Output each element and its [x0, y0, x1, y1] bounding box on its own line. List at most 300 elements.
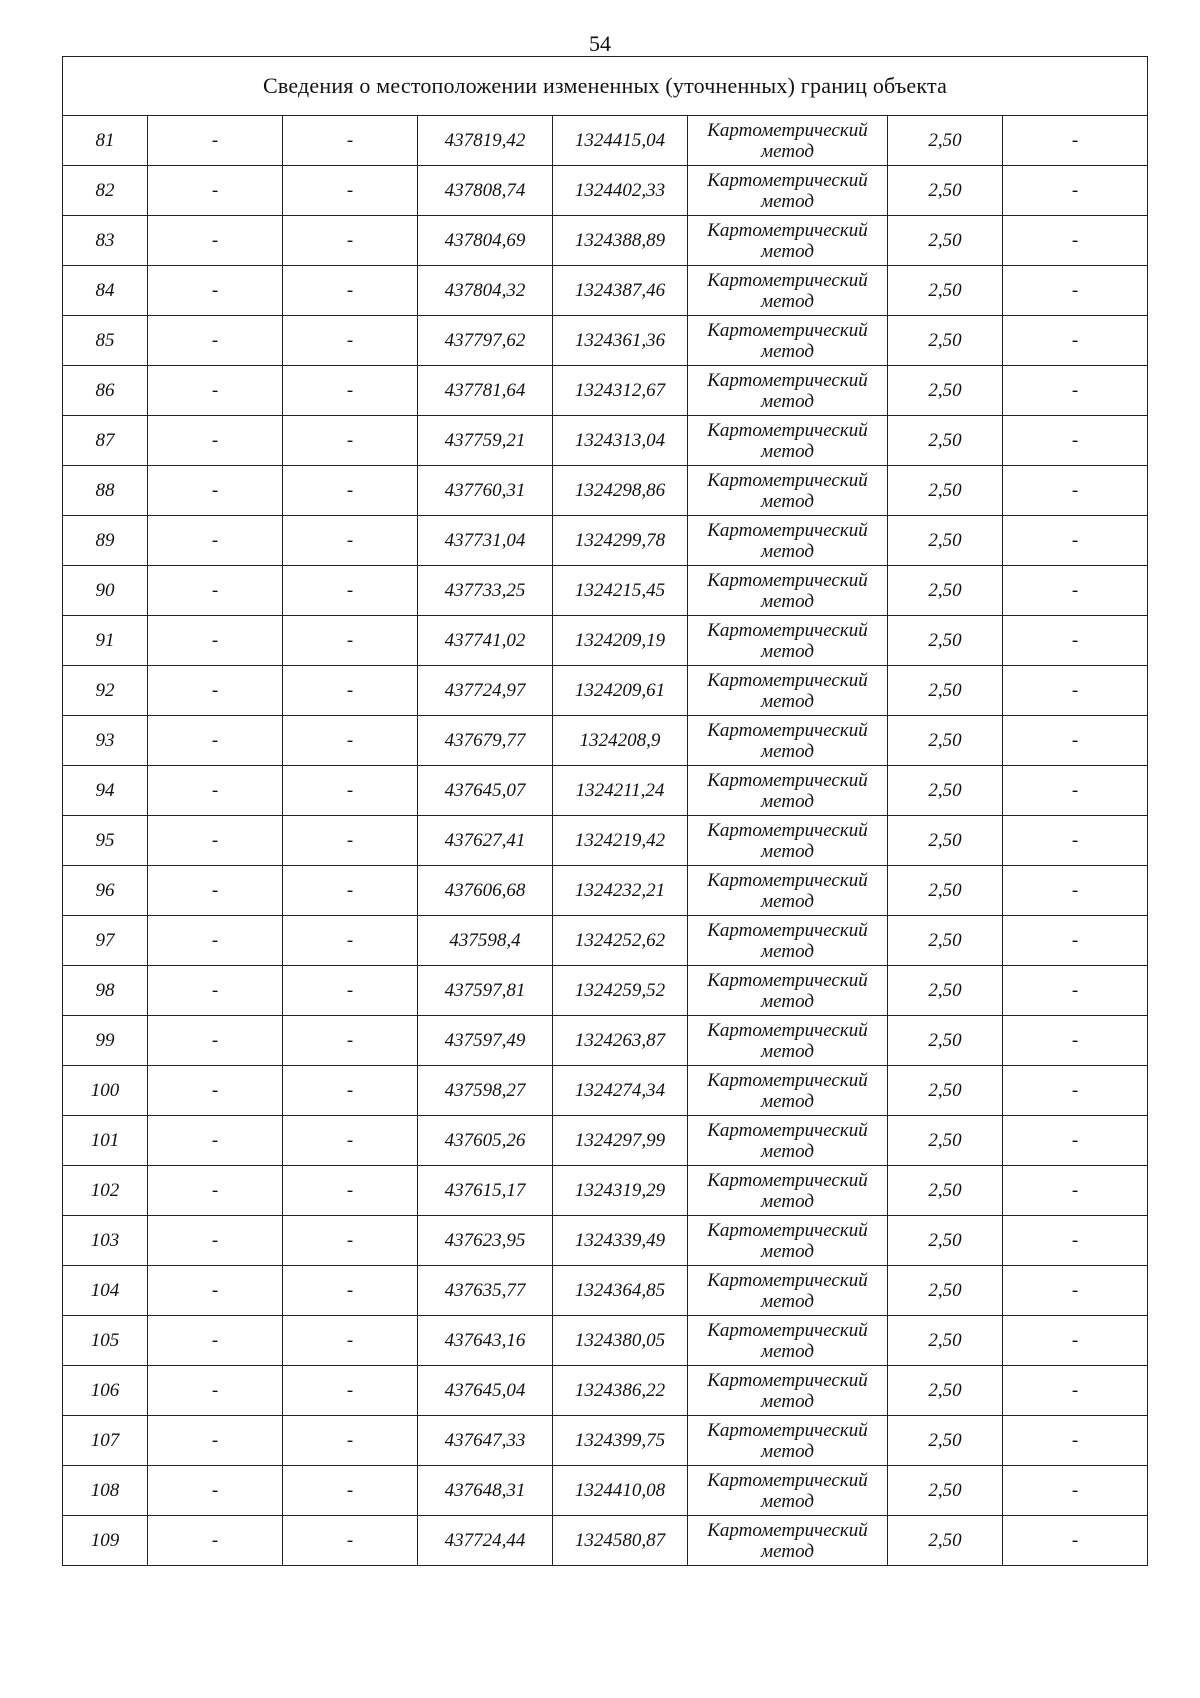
- method-cell: [688, 966, 888, 1016]
- old-x-cell: -: [148, 866, 283, 916]
- new-y-cell: 1324410,08: [553, 1466, 688, 1516]
- point-number-cell: 100: [63, 1066, 148, 1116]
- old-y-cell: -: [283, 666, 418, 716]
- method-cell: [688, 866, 888, 916]
- method-line-2: метод: [761, 240, 814, 262]
- method-line-1: Картометрический: [707, 1119, 868, 1141]
- method-line-1: Картометрический: [707, 669, 868, 691]
- method-line-1: Картометрический: [707, 769, 868, 791]
- method-line-1: Картометрический: [707, 469, 868, 491]
- description-cell: -: [1003, 1316, 1148, 1366]
- description-cell: -: [1003, 116, 1148, 166]
- table-row: [63, 616, 1148, 666]
- new-x-cell: 437724,97: [418, 666, 553, 716]
- old-x-cell: -: [148, 766, 283, 816]
- description-cell: -: [1003, 916, 1148, 966]
- method-cell: [688, 766, 888, 816]
- method-cell: [688, 1166, 888, 1216]
- method-cell: [688, 416, 888, 466]
- method-line-2: метод: [761, 1090, 814, 1112]
- old-y-cell: -: [283, 1216, 418, 1266]
- table-row: [63, 316, 1148, 366]
- accuracy-cell: 2,50: [888, 766, 1003, 816]
- method-cell: [688, 1016, 888, 1066]
- method-line-2: метод: [761, 1440, 814, 1462]
- old-x-cell: -: [148, 1366, 283, 1416]
- new-x-cell: 437627,41: [418, 816, 553, 866]
- point-number-cell: 89: [63, 516, 148, 566]
- old-x-cell: -: [148, 916, 283, 966]
- description-cell: -: [1003, 1216, 1148, 1266]
- table-row: [63, 716, 1148, 766]
- method-line-1: Картометрический: [707, 219, 868, 241]
- method-cell: [688, 116, 888, 166]
- new-y-cell: 1324208,9: [553, 716, 688, 766]
- method-cell: [688, 1116, 888, 1166]
- old-y-cell: -: [283, 716, 418, 766]
- description-cell: -: [1003, 666, 1148, 716]
- point-number-cell: 102: [63, 1166, 148, 1216]
- method-cell: [688, 916, 888, 966]
- new-y-cell: 1324215,45: [553, 566, 688, 616]
- new-y-cell: 1324263,87: [553, 1016, 688, 1066]
- old-y-cell: -: [283, 1066, 418, 1116]
- description-cell: -: [1003, 966, 1148, 1016]
- method-line-2: метод: [761, 1040, 814, 1062]
- old-x-cell: -: [148, 1116, 283, 1166]
- method-line-1: Картометрический: [707, 319, 868, 341]
- method-line-1: Картометрический: [707, 969, 868, 991]
- method-line-2: метод: [761, 440, 814, 462]
- new-y-cell: 1324402,33: [553, 166, 688, 216]
- old-y-cell: -: [283, 566, 418, 616]
- table-row: [63, 566, 1148, 616]
- old-y-cell: -: [283, 1416, 418, 1466]
- new-x-cell: 437759,21: [418, 416, 553, 466]
- old-y-cell: -: [283, 1116, 418, 1166]
- point-number-cell: 86: [63, 366, 148, 416]
- old-y-cell: -: [283, 1516, 418, 1566]
- table-title-row: [63, 57, 1148, 116]
- old-y-cell: -: [283, 1466, 418, 1516]
- point-number-cell: 93: [63, 716, 148, 766]
- accuracy-cell: 2,50: [888, 316, 1003, 366]
- method-line-1: Картометрический: [707, 1419, 868, 1441]
- old-x-cell: -: [148, 366, 283, 416]
- method-line-2: метод: [761, 390, 814, 412]
- method-cell: [688, 216, 888, 266]
- description-cell: -: [1003, 216, 1148, 266]
- new-x-cell: 437597,49: [418, 1016, 553, 1066]
- table-title: Сведения о местоположении измененных (уточненных) границ объекта: [63, 57, 1148, 116]
- method-line-2: метод: [761, 640, 814, 662]
- accuracy-cell: 2,50: [888, 1516, 1003, 1566]
- table-row: [63, 266, 1148, 316]
- point-number-cell: 99: [63, 1016, 148, 1066]
- new-y-cell: 1324252,62: [553, 916, 688, 966]
- new-x-cell: 437623,95: [418, 1216, 553, 1266]
- method-line-1: Картометрический: [707, 569, 868, 591]
- table-row: [63, 1216, 1148, 1266]
- table-row: [63, 116, 1148, 166]
- point-number-cell: 105: [63, 1316, 148, 1366]
- point-number-cell: 81: [63, 116, 148, 166]
- method-line-1: Картометрический: [707, 169, 868, 191]
- point-number-cell: 88: [63, 466, 148, 516]
- old-y-cell: -: [283, 616, 418, 666]
- method-line-2: метод: [761, 540, 814, 562]
- table-row: [63, 216, 1148, 266]
- description-cell: -: [1003, 1016, 1148, 1066]
- new-x-cell: 437781,64: [418, 366, 553, 416]
- method-line-1: Картометрический: [707, 1169, 868, 1191]
- old-y-cell: -: [283, 266, 418, 316]
- description-cell: -: [1003, 1266, 1148, 1316]
- old-x-cell: -: [148, 1166, 283, 1216]
- accuracy-cell: 2,50: [888, 716, 1003, 766]
- old-x-cell: -: [148, 616, 283, 666]
- description-cell: -: [1003, 266, 1148, 316]
- method-cell: [688, 1466, 888, 1516]
- old-y-cell: -: [283, 166, 418, 216]
- table-row: [63, 466, 1148, 516]
- method-line-1: Картометрический: [707, 1319, 868, 1341]
- method-line-1: Картометрический: [707, 919, 868, 941]
- old-x-cell: -: [148, 1516, 283, 1566]
- method-line-1: Картометрический: [707, 419, 868, 441]
- point-number-cell: 96: [63, 866, 148, 916]
- method-cell: [688, 266, 888, 316]
- new-x-cell: 437597,81: [418, 966, 553, 1016]
- table-row: [63, 366, 1148, 416]
- method-line-1: Картометрический: [707, 1369, 868, 1391]
- old-y-cell: -: [283, 116, 418, 166]
- point-number-cell: 107: [63, 1416, 148, 1466]
- new-x-cell: 437808,74: [418, 166, 553, 216]
- method-line-2: метод: [761, 1490, 814, 1512]
- method-line-2: метод: [761, 1140, 814, 1162]
- new-x-cell: 437724,44: [418, 1516, 553, 1566]
- old-y-cell: -: [283, 1016, 418, 1066]
- new-x-cell: 437731,04: [418, 516, 553, 566]
- method-cell: [688, 516, 888, 566]
- method-line-1: Картометрический: [707, 619, 868, 641]
- method-line-2: метод: [761, 1390, 814, 1412]
- method-cell: [688, 1066, 888, 1116]
- method-cell: [688, 616, 888, 666]
- new-x-cell: 437615,17: [418, 1166, 553, 1216]
- table-row: [63, 1316, 1148, 1366]
- old-x-cell: -: [148, 116, 283, 166]
- new-x-cell: 437598,27: [418, 1066, 553, 1116]
- point-number-cell: 85: [63, 316, 148, 366]
- new-y-cell: 1324319,29: [553, 1166, 688, 1216]
- old-x-cell: -: [148, 666, 283, 716]
- method-line-1: Картометрический: [707, 369, 868, 391]
- method-line-1: Картометрический: [707, 119, 868, 141]
- accuracy-cell: 2,50: [888, 366, 1003, 416]
- description-cell: -: [1003, 1516, 1148, 1566]
- new-y-cell: 1324259,52: [553, 966, 688, 1016]
- table-row: [63, 1166, 1148, 1216]
- old-y-cell: -: [283, 416, 418, 466]
- old-x-cell: -: [148, 966, 283, 1016]
- accuracy-cell: 2,50: [888, 1416, 1003, 1466]
- accuracy-cell: 2,50: [888, 1166, 1003, 1216]
- table-row: [63, 166, 1148, 216]
- method-line-1: Картометрический: [707, 269, 868, 291]
- new-x-cell: 437647,33: [418, 1416, 553, 1466]
- method-line-1: Картометрический: [707, 1019, 868, 1041]
- accuracy-cell: 2,50: [888, 616, 1003, 666]
- new-y-cell: 1324209,19: [553, 616, 688, 666]
- description-cell: -: [1003, 1416, 1148, 1466]
- method-line-2: метод: [761, 840, 814, 862]
- old-y-cell: -: [283, 366, 418, 416]
- method-cell: [688, 716, 888, 766]
- method-cell: [688, 1216, 888, 1266]
- new-y-cell: 1324211,24: [553, 766, 688, 816]
- method-line-2: метод: [761, 740, 814, 762]
- table-row: [63, 1416, 1148, 1466]
- method-cell: [688, 1516, 888, 1566]
- old-x-cell: -: [148, 1066, 283, 1116]
- new-y-cell: 1324386,22: [553, 1366, 688, 1416]
- old-x-cell: -: [148, 1216, 283, 1266]
- new-y-cell: 1324297,99: [553, 1116, 688, 1166]
- method-cell: [688, 1266, 888, 1316]
- accuracy-cell: 2,50: [888, 416, 1003, 466]
- method-cell: [688, 366, 888, 416]
- old-y-cell: -: [283, 466, 418, 516]
- method-cell: [688, 566, 888, 616]
- old-x-cell: -: [148, 1416, 283, 1466]
- old-x-cell: -: [148, 1266, 283, 1316]
- description-cell: -: [1003, 566, 1148, 616]
- method-line-2: метод: [761, 1190, 814, 1212]
- new-y-cell: 1324339,49: [553, 1216, 688, 1266]
- old-x-cell: -: [148, 816, 283, 866]
- method-line-2: метод: [761, 790, 814, 812]
- method-cell: [688, 666, 888, 716]
- method-line-1: Картометрический: [707, 1519, 868, 1541]
- method-cell: [688, 816, 888, 866]
- new-x-cell: 437760,31: [418, 466, 553, 516]
- point-number-cell: 94: [63, 766, 148, 816]
- description-cell: -: [1003, 1066, 1148, 1116]
- method-line-2: метод: [761, 340, 814, 362]
- table-row: [63, 866, 1148, 916]
- new-y-cell: 1324364,85: [553, 1266, 688, 1316]
- accuracy-cell: 2,50: [888, 816, 1003, 866]
- method-cell: [688, 1316, 888, 1366]
- accuracy-cell: 2,50: [888, 566, 1003, 616]
- method-line-2: метод: [761, 1290, 814, 1312]
- new-x-cell: 437804,32: [418, 266, 553, 316]
- table-row: [63, 916, 1148, 966]
- method-line-1: Картометрический: [707, 1219, 868, 1241]
- old-y-cell: -: [283, 216, 418, 266]
- point-number-cell: 95: [63, 816, 148, 866]
- old-y-cell: -: [283, 816, 418, 866]
- old-x-cell: -: [148, 416, 283, 466]
- accuracy-cell: 2,50: [888, 216, 1003, 266]
- new-x-cell: 437605,26: [418, 1116, 553, 1166]
- method-line-2: метод: [761, 990, 814, 1012]
- method-line-2: метод: [761, 1240, 814, 1262]
- new-x-cell: 437635,77: [418, 1266, 553, 1316]
- method-line-2: метод: [761, 1540, 814, 1562]
- table-row: [63, 1516, 1148, 1566]
- description-cell: -: [1003, 816, 1148, 866]
- new-y-cell: 1324209,61: [553, 666, 688, 716]
- table-row: [63, 1016, 1148, 1066]
- accuracy-cell: 2,50: [888, 1266, 1003, 1316]
- new-x-cell: 437643,16: [418, 1316, 553, 1366]
- accuracy-cell: 2,50: [888, 466, 1003, 516]
- description-cell: -: [1003, 616, 1148, 666]
- point-number-cell: 109: [63, 1516, 148, 1566]
- old-y-cell: -: [283, 1166, 418, 1216]
- table-row: [63, 1116, 1148, 1166]
- accuracy-cell: 2,50: [888, 1316, 1003, 1366]
- method-line-1: Картометрический: [707, 1269, 868, 1291]
- description-cell: -: [1003, 866, 1148, 916]
- method-cell: [688, 1366, 888, 1416]
- point-number-cell: 91: [63, 616, 148, 666]
- point-number-cell: 98: [63, 966, 148, 1016]
- table-row: [63, 1366, 1148, 1416]
- description-cell: -: [1003, 366, 1148, 416]
- new-y-cell: 1324415,04: [553, 116, 688, 166]
- old-y-cell: -: [283, 966, 418, 1016]
- old-x-cell: -: [148, 1466, 283, 1516]
- point-number-cell: 87: [63, 416, 148, 466]
- description-cell: -: [1003, 766, 1148, 816]
- old-x-cell: -: [148, 716, 283, 766]
- old-x-cell: -: [148, 266, 283, 316]
- old-y-cell: -: [283, 866, 418, 916]
- old-y-cell: -: [283, 516, 418, 566]
- method-cell: [688, 316, 888, 366]
- description-cell: -: [1003, 1366, 1148, 1416]
- new-x-cell: 437648,31: [418, 1466, 553, 1516]
- method-line-2: метод: [761, 890, 814, 912]
- description-cell: -: [1003, 716, 1148, 766]
- page-number: 54: [589, 31, 611, 56]
- new-x-cell: 437804,69: [418, 216, 553, 266]
- description-cell: -: [1003, 316, 1148, 366]
- accuracy-cell: 2,50: [888, 166, 1003, 216]
- description-cell: -: [1003, 1466, 1148, 1516]
- description-cell: -: [1003, 166, 1148, 216]
- method-line-1: Картометрический: [707, 819, 868, 841]
- new-x-cell: 437645,07: [418, 766, 553, 816]
- old-x-cell: -: [148, 166, 283, 216]
- accuracy-cell: 2,50: [888, 1216, 1003, 1266]
- point-number-cell: 97: [63, 916, 148, 966]
- description-cell: -: [1003, 516, 1148, 566]
- table-row: [63, 1466, 1148, 1516]
- new-x-cell: 437741,02: [418, 616, 553, 666]
- point-number-cell: 104: [63, 1266, 148, 1316]
- method-cell: [688, 166, 888, 216]
- method-line-1: Картометрический: [707, 719, 868, 741]
- point-number-cell: 92: [63, 666, 148, 716]
- new-y-cell: 1324232,21: [553, 866, 688, 916]
- method-line-1: Картометрический: [707, 1469, 868, 1491]
- table-row: [63, 666, 1148, 716]
- accuracy-cell: 2,50: [888, 966, 1003, 1016]
- accuracy-cell: 2,50: [888, 666, 1003, 716]
- method-line-2: метод: [761, 140, 814, 162]
- accuracy-cell: 2,50: [888, 866, 1003, 916]
- new-y-cell: 1324380,05: [553, 1316, 688, 1366]
- table-row: [63, 1066, 1148, 1116]
- new-x-cell: 437645,04: [418, 1366, 553, 1416]
- method-cell: [688, 466, 888, 516]
- new-x-cell: 437819,42: [418, 116, 553, 166]
- table-row: [63, 766, 1148, 816]
- old-y-cell: -: [283, 916, 418, 966]
- accuracy-cell: 2,50: [888, 1066, 1003, 1116]
- new-y-cell: 1324580,87: [553, 1516, 688, 1566]
- new-x-cell: 437733,25: [418, 566, 553, 616]
- old-x-cell: -: [148, 566, 283, 616]
- new-y-cell: 1324361,36: [553, 316, 688, 366]
- accuracy-cell: 2,50: [888, 1366, 1003, 1416]
- accuracy-cell: 2,50: [888, 266, 1003, 316]
- method-line-1: Картометрический: [707, 1069, 868, 1091]
- description-cell: -: [1003, 1116, 1148, 1166]
- new-y-cell: 1324313,04: [553, 416, 688, 466]
- new-x-cell: 437598,4: [418, 916, 553, 966]
- new-x-cell: 437679,77: [418, 716, 553, 766]
- method-cell: [688, 1416, 888, 1466]
- point-number-cell: 103: [63, 1216, 148, 1266]
- table-row: [63, 816, 1148, 866]
- method-line-2: метод: [761, 1340, 814, 1362]
- accuracy-cell: 2,50: [888, 1116, 1003, 1166]
- new-y-cell: 1324399,75: [553, 1416, 688, 1466]
- method-line-2: метод: [761, 290, 814, 312]
- new-y-cell: 1324274,34: [553, 1066, 688, 1116]
- new-x-cell: 437797,62: [418, 316, 553, 366]
- old-x-cell: -: [148, 216, 283, 266]
- old-x-cell: -: [148, 466, 283, 516]
- accuracy-cell: 2,50: [888, 516, 1003, 566]
- table-row: [63, 416, 1148, 466]
- description-cell: -: [1003, 416, 1148, 466]
- new-y-cell: 1324388,89: [553, 216, 688, 266]
- accuracy-cell: 2,50: [888, 916, 1003, 966]
- new-y-cell: 1324312,67: [553, 366, 688, 416]
- old-y-cell: -: [283, 1366, 418, 1416]
- method-line-2: метод: [761, 690, 814, 712]
- description-cell: -: [1003, 466, 1148, 516]
- table-row: [63, 516, 1148, 566]
- table-row: [63, 1266, 1148, 1316]
- table-row: [63, 966, 1148, 1016]
- method-line-1: Картометрический: [707, 519, 868, 541]
- new-y-cell: 1324299,78: [553, 516, 688, 566]
- point-number-cell: 108: [63, 1466, 148, 1516]
- old-x-cell: -: [148, 1016, 283, 1066]
- old-y-cell: -: [283, 1266, 418, 1316]
- point-number-cell: 90: [63, 566, 148, 616]
- new-y-cell: 1324298,86: [553, 466, 688, 516]
- method-line-2: метод: [761, 490, 814, 512]
